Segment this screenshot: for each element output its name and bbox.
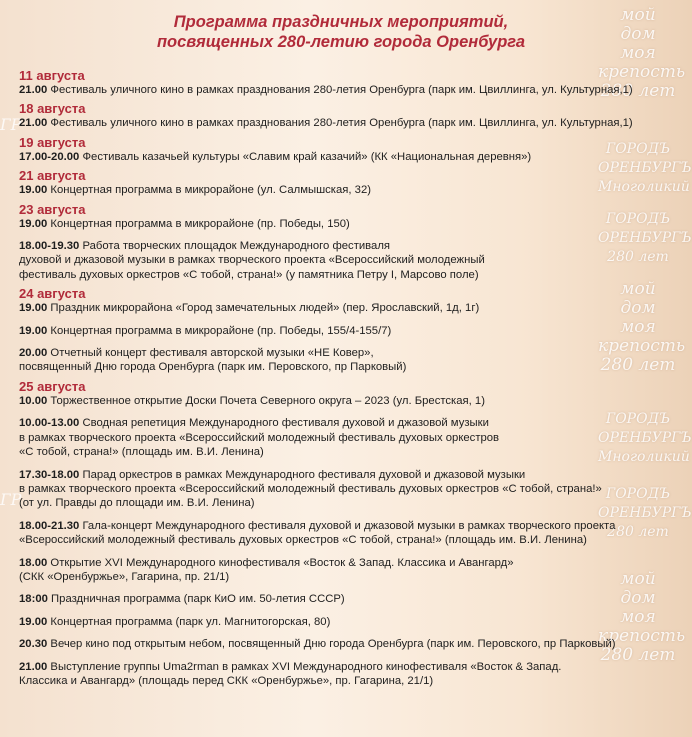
event-text: Выступление группы Uma2rman в рамках XVI Международного кинофестиваля «Восток & Запад. Классика и Авангард» (площадь перед СКК «Оренбуржье», пр. Гагарина, 21/1) xyxy=(19,660,562,687)
date-heading: 21 августа xyxy=(19,168,86,184)
event-text: Праздник микрорайона «Город замечательных людей» (пер. Ярославский, 1д, 1г) xyxy=(47,302,480,315)
event-item xyxy=(19,217,659,231)
page-title xyxy=(0,12,682,52)
event-item xyxy=(19,556,659,585)
event-time: 19.00 xyxy=(19,324,48,337)
watermark-top: мой дом моя крепость 280 лет xyxy=(598,5,686,101)
event-time: 17.00-20.00 xyxy=(19,150,80,163)
event-item xyxy=(19,519,659,548)
event-text: Парад оркестров в рамках Международного фестиваля духовой и джазовой музыки в рамках творческого проекта «Всероссийский молодежный фестиваль духовых оркестров «С тобой, страна!» (от ул. Правды до площади им. В.И. Ленина) xyxy=(19,468,602,510)
event-item xyxy=(19,183,659,197)
event-text: Фестиваль уличного кино в рамках празднования 280-летия Оренбурга (парк им. Цвиллинга, ул. Культурная,1) xyxy=(47,117,633,130)
date-heading: 25 августа xyxy=(19,378,86,394)
event-time: 10.00-13.00 xyxy=(19,417,80,430)
event-text: Работа творческих площадок Международного фестиваля духовой и джазовой музыки в рамках творческого проекта «Всероссийский молодежный фестиваль духовых оркестров «С тобой, страна!» (у памятника Петру I, Марсово поле) xyxy=(19,240,485,281)
event-time: 21.00 xyxy=(19,660,48,673)
program-list xyxy=(19,64,659,688)
event-time: 18:00 xyxy=(19,593,48,606)
event-item xyxy=(19,83,659,97)
event-item xyxy=(19,637,659,651)
event-text: Торжественное открытие Доски Почета Северного округа – 2023 (ул. Брестская, 1) xyxy=(47,394,485,407)
event-time: 19.00 xyxy=(19,184,48,197)
event-time: 17.30-18.00 xyxy=(19,468,80,481)
event-text: Сводная репетиция Международного фестиваля духовой и джазовой музыки в рамках творческого проекта «Всероссийский молодежный фестиваль духовых оркестров «С тобой, страна!» (площадь им. В.И. Ленина) xyxy=(19,417,500,459)
event-time: 18.00-19.30 xyxy=(19,240,80,253)
event-item xyxy=(19,615,659,629)
watermark-city-3: ГОРОДЪ ОРЕНБУРГЪ Многоликий xyxy=(598,411,692,465)
event-text: Концертная программа в микрорайоне (пр. Победы, 150) xyxy=(47,217,350,230)
watermark-city-4: ГОРОДЪ ОРЕНБУРГЪ 280 лет xyxy=(598,486,692,540)
event-time: 21.00 xyxy=(19,117,48,130)
event-time: 20.00 xyxy=(19,347,48,360)
title-line-1: Программа праздничных мероприятий, xyxy=(173,13,509,31)
event-text: Праздничная программа (парк КиО им. 50-летия СССР) xyxy=(47,593,345,606)
watermark-left-1: ГР xyxy=(0,115,22,134)
event-time: 10.00 xyxy=(19,394,48,407)
watermark-mid: мой дом моя крепость 280 лет xyxy=(598,279,686,375)
event-item xyxy=(19,416,659,459)
event-text: Открытие XVI Международного кинофестиваля «Восток & Запад. Классика и Авангард» (СКК «Оренбуржье», Гагарина, пр. 21/1) xyxy=(19,556,514,583)
event-item xyxy=(19,301,659,315)
event-text: Гала-концерт Международного фестиваля духовой и джазовой музыки в рамках творческого проекта «Всероссийский молодежный фестиваль духовых оркестров «С тобой, страна!» (площадь им. В.И. Ленина) xyxy=(19,519,616,547)
event-text: Фестиваль уличного кино в рамках празднования 280-летия Оренбурга (парк им. Цвиллинга, ул. Культурная,1) xyxy=(47,84,633,96)
event-time: 19.00 xyxy=(19,302,48,315)
date-heading: 24 августа xyxy=(19,286,86,302)
watermark-bottom: мой дом моя крепость 280 лет xyxy=(598,569,686,665)
event-item xyxy=(19,346,659,375)
event-item xyxy=(19,116,659,130)
event-text: Концертная программа в микрорайоне (пр. Победы, 155/4-155/7) xyxy=(47,324,392,337)
event-item xyxy=(19,324,659,338)
event-text: Концертная программа (парк ул. Магнитогорская, 80) xyxy=(47,615,331,628)
event-item xyxy=(19,394,659,408)
event-time: 19.00 xyxy=(19,615,48,628)
event-text: Концертная программа в микрорайоне (ул. Салмышская, 32) xyxy=(47,184,371,197)
watermark-city-1: ГОРОДЪ ОРЕНБУРГЪ Многоликий xyxy=(598,141,692,195)
watermark-city-2: ГОРОДЪ ОРЕНБУРГЪ 280 лет xyxy=(598,211,692,265)
date-heading: 19 августа xyxy=(19,134,86,150)
event-time: 18.00-21.30 xyxy=(19,519,80,532)
event-time: 19.00 xyxy=(19,217,48,230)
event-time: 21.00 xyxy=(19,84,48,96)
event-item xyxy=(19,660,659,689)
event-text: Отчетный концерт фестиваля авторской музыки «НЕ Ковер», посвященный Дню города Оренбурга (парк им. Перовского, пр Парковый) xyxy=(19,347,407,374)
event-item xyxy=(19,592,659,606)
date-heading: 18 августа xyxy=(19,101,86,117)
event-time: 18.00 xyxy=(19,556,48,569)
watermark-left-2: ГР xyxy=(0,490,22,509)
date-heading: 11 августа xyxy=(19,68,85,83)
event-item xyxy=(19,239,659,282)
event-item xyxy=(19,150,659,164)
title-line-2: посвященных 280-летию города Оренбурга xyxy=(156,33,526,51)
event-text: Фестиваль казачьей культуры «Славим край казачий» (КК «Национальная деревня») xyxy=(79,150,532,163)
event-item xyxy=(19,468,659,511)
event-time: 20.30 xyxy=(19,638,48,651)
date-heading: 23 августа xyxy=(19,201,86,217)
event-text: Вечер кино под открытым небом, посвященный Дню города Оренбурга (парк им. Перовского, пр Парковый) xyxy=(47,638,616,651)
